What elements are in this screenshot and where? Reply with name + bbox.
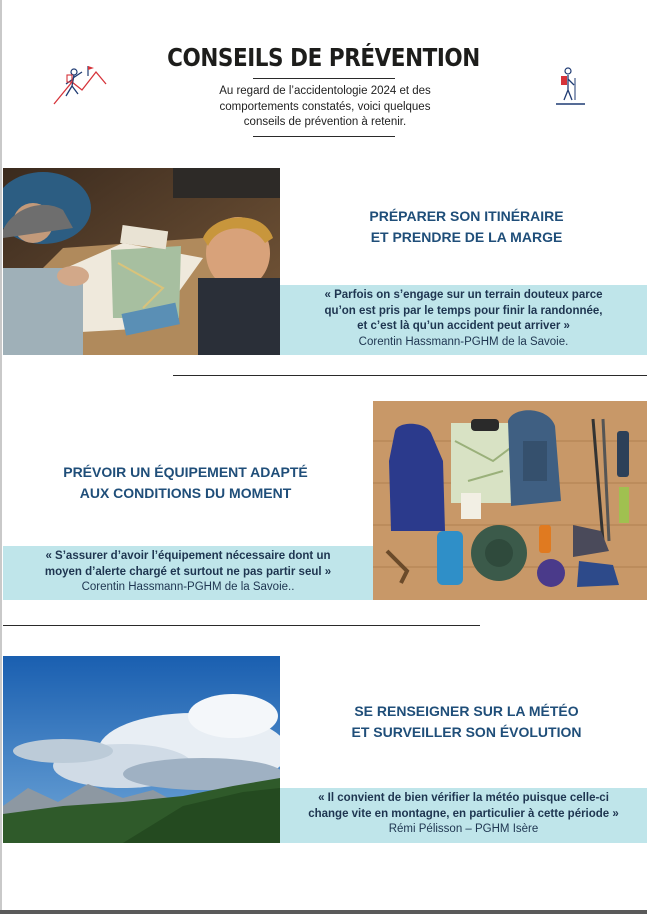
page-title: CONSEILS DE PRÉVENTION <box>167 43 480 72</box>
quote-attribution: Corentin Hassmann-PGHM de la Savoie. <box>358 335 569 348</box>
quote-line: « Parfois on s’engage sur un terrain douteux parce <box>324 289 603 301</box>
page-border-left <box>0 0 2 914</box>
quote-line: qu’on est pris par le temps pour finir la randonnée, <box>324 304 603 317</box>
heading-line: PRÉPARER SON ITINÉRAIRE <box>369 208 564 224</box>
section-heading <box>3 462 368 504</box>
climber-summit-icon <box>52 60 108 106</box>
intro-line: Au regard de l’accidentologie 2024 et des <box>219 85 431 97</box>
hiking-gear-flatlay-photo <box>373 401 647 600</box>
intro-line: comportements constatés, voici quelques <box>219 100 431 113</box>
title-divider-bottom <box>253 136 395 137</box>
page-border-bottom <box>0 910 647 914</box>
section-heading <box>286 206 647 248</box>
quote-attribution: Corentin Hassmann-PGHM de la Savoie.. <box>81 581 295 593</box>
heading-line: PRÉVOIR UN ÉQUIPEMENT ADAPTÉ <box>63 464 308 480</box>
quote-band <box>3 546 373 600</box>
section-divider <box>3 625 480 626</box>
section-divider <box>173 375 647 376</box>
quote-band <box>280 788 647 843</box>
heading-line: ET SURVEILLER SON ÉVOLUTION <box>351 724 582 740</box>
intro-text <box>190 84 460 131</box>
mountain-sky-photo <box>3 656 280 843</box>
people-studying-map-photo <box>3 168 280 355</box>
quote-line: change vite en montagne, en particulier à cette période » <box>308 807 619 820</box>
heading-line: SE RENSEIGNER SUR LA MÉTÉO <box>354 703 579 719</box>
hiker-icon <box>553 66 587 108</box>
title-divider-top <box>253 78 395 79</box>
quote-line: et c’est là qu’un accident peut arriver » <box>357 320 570 332</box>
section-heading <box>286 701 647 743</box>
heading-line: ET PRENDRE DE LA MARGE <box>370 229 563 245</box>
quote-line: « Il convient de bien vérifier la météo puisque celle-ci <box>318 792 609 804</box>
intro-line: conseils de prévention à retenir. <box>243 116 407 128</box>
quote-line: « S’assurer d’avoir l’équipement nécessaire dont un <box>45 550 331 562</box>
quote-band <box>280 285 647 355</box>
quote-line: moyen d’alerte chargé et surtout ne pas partir seul » <box>44 565 332 578</box>
heading-line: AUX CONDITIONS DU MOMENT <box>79 485 292 501</box>
quote-attribution: Rémi Pélisson – PGHM Isère <box>388 823 539 835</box>
